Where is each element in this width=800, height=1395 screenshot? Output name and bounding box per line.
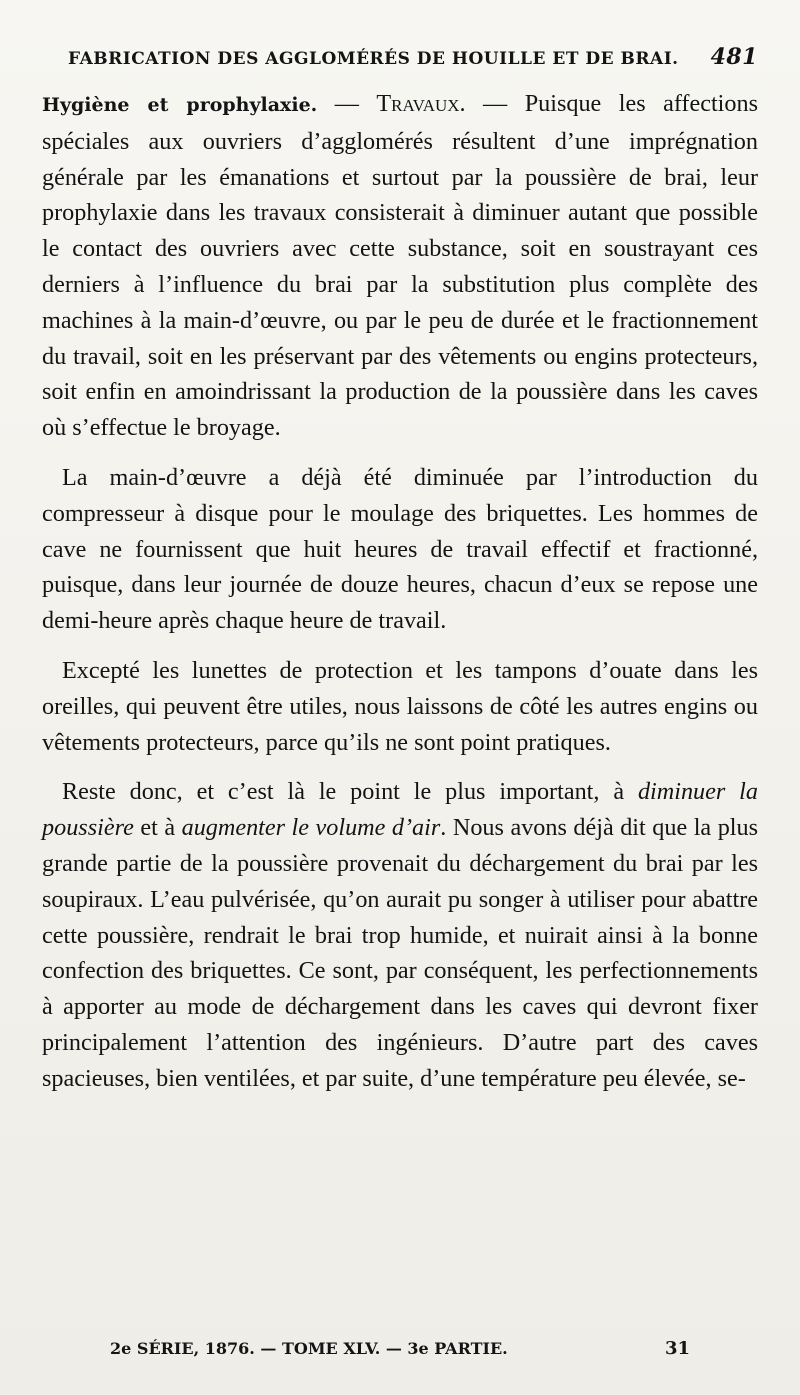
emphasis-text: diminuer la poussière bbox=[42, 778, 758, 842]
page-footer bbox=[110, 1338, 690, 1359]
separator: — bbox=[317, 90, 377, 117]
page-number: 481 bbox=[710, 44, 758, 70]
footer-series: 2e SÉRIE, 1876. — TOME XLV. — 3e PARTIE. bbox=[110, 1339, 508, 1358]
paragraph-text: Puisque les affections spéciales aux ouvriers d’agglomérés résultent d’une imprégnation générale par les émanations et surtout par la poussière de brai, leur prophylaxie dans les travaux consisterait à diminuer autant que possible le contact des ouvriers avec cette substance, soit en soustrayant ces derniers à l’influence du brai par la substitution plus complète des machines à la main-d’œuvre, ou par le peu de durée et le fractionnement du travail, soit en les préservant par des vêtements ou engins protecteurs, soit enfin en amoindrissant la production de la poussière dans les caves où s’effectue le broyage. bbox=[42, 90, 758, 442]
running-head-title: FABRICATION DES AGGLOMÉRÉS DE HOUILLE ET DE BRAI. bbox=[68, 49, 679, 69]
body-text bbox=[42, 86, 758, 1097]
paragraph-text: . Nous avons déjà dit que la plus grande partie de la poussière provenait du déchargement du brai par les soupiraux. L’eau pulvérisée, qu’on aurait pu songer à utiliser pour abattre cette poussière, rendrait le brai trop humide, et nuirait ainsi à la bonne confection des briquettes. Ce sont, par conséquent, les perfectionnements à apporter au mode de déchargement dans les caves qui devront fixer principalement l’attention des ingénieurs. D’autre part des caves spacieuses, bien ventilées, et par suite, d’une température peu élevée, se- bbox=[42, 814, 759, 1092]
paragraph-4 bbox=[42, 774, 758, 1096]
paragraph-2: La main-d’œuvre a déjà été diminuée par l’introduction du compresseur à disque pour le moulage des briquettes. Les hommes de cave ne fournissent que huit heures de travail effectif et fractionné, puisque, dans leur journée de douze heures, chacun d’eux se repose une demi-heure après chaque heure de travail. bbox=[42, 463, 758, 635]
paragraph-3: Excepté les lunettes de protection et les tampons d’ouate dans les oreilles, qui peuvent être utiles, nous laissons de côté les autres engins ou vêtements protecteurs, parce qu’ils ne sont point pratiques. bbox=[42, 656, 758, 756]
footer-page-number: 31 bbox=[664, 1338, 690, 1359]
emphasis-text: augmenter le volume d’air bbox=[181, 814, 441, 842]
paragraph-text: Reste donc, et c’est là le point le plus important, à bbox=[62, 778, 638, 806]
running-head bbox=[68, 44, 758, 70]
separator: — bbox=[465, 90, 525, 117]
paragraph-1 bbox=[42, 86, 758, 446]
paragraph-text: et à bbox=[133, 814, 182, 842]
section-heading: Hygiène et prophylaxie. bbox=[42, 94, 318, 116]
subsection-heading: Travaux. bbox=[376, 90, 466, 117]
